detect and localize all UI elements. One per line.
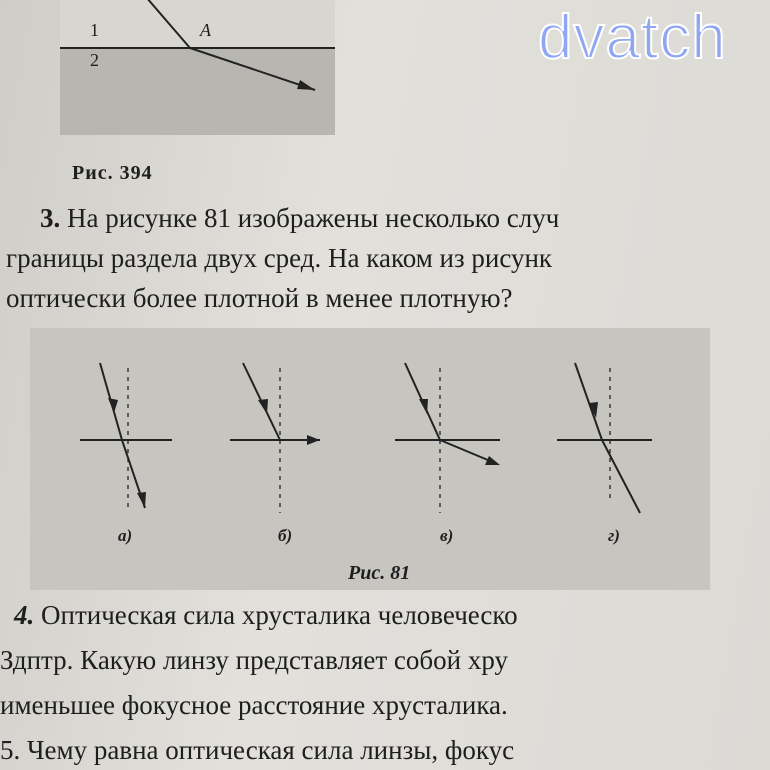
problem-4-number: 4. [14,600,35,630]
problem-5-line-1: 5. Чему равна оптическая сила линзы, фокус [0,735,515,765]
panel-a-label: а) [118,526,133,545]
problem-3-line-1: 3. На рисунке 81 изображены несколько случ [40,203,560,233]
figure-394-diagram [60,0,335,135]
panel-b-rays [230,363,320,513]
medium-1-label: 1 [90,20,99,40]
ray-arrowhead [297,80,315,90]
incident-ray [140,0,190,48]
panel-d-label: г) [608,526,620,545]
problem-3-line-2: границы раздела двух сред. На каком из рисунк [6,243,553,273]
panel-c-label: в) [440,526,454,545]
figure-394-caption: Рис. 394 [72,162,153,184]
panel-a-rays [80,363,172,508]
figure-81 [30,328,710,590]
point-a-label: A [200,20,211,40]
panel-c-rays [395,363,500,513]
problem-4-line-1: 4. Оптическая сила хрусталика человеческо [14,600,518,630]
figure-81-diagram [30,328,710,590]
figure-81-caption: Рис. 81 [348,562,411,584]
problem-3-line-3: оптически более плотной в менее плотную? [6,283,513,313]
problem-4-line-3: именьшее фокусное расстояние хрусталика. [0,690,508,720]
figure-394 [60,0,335,135]
refracted-ray [190,48,315,90]
panel-b-label: б) [278,526,293,545]
medium-2-label: 2 [90,50,99,70]
problem-4-line-2: Здптр. Какую линзу представляет собой хру [0,645,508,675]
problem-3-number: 3. [40,203,61,233]
panel-d-rays [557,363,652,513]
watermark: dvatch [538,3,727,72]
